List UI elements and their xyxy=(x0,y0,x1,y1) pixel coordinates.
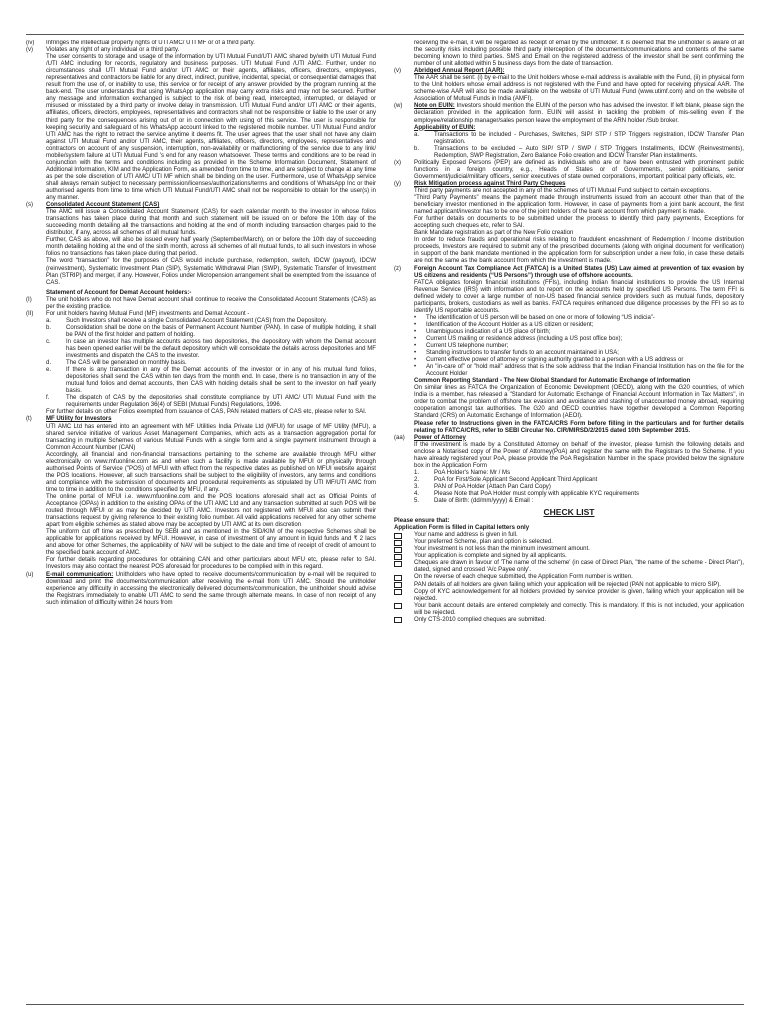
item-marker: 5. xyxy=(414,498,420,505)
checkbox[interactable] xyxy=(394,561,402,567)
item-marker: b. xyxy=(46,324,52,331)
whatsapp-terms-paragraph: The user consents to storage and usage of the information by UTI Mutual Fund/UTI AMC shared by/with UTI Mutual Fund /UTI AMC including for records, regulatory and business purposes. UTI Mutual Fund /UTI AMC. Further, under no circumstances shall UTI Mutual Fund and/or UTI AMC or their agents, affiliates, officers, directors, employees, representatives and contractors be liable for any direct, indirect, punitive, incidental, special, or consequential damages that result from the use of, or inability to use, this service or for receipt of any answer provided by the program running at the back-end. The user understands that using WhatsApp application may carry extra risks and may not be secured. Further any message and information exchanged is subject to the risk of being read, intercepted, interrupted, or delayed or misused or misstated by a third party or involve delay in transmission. UTI Mutual Fund and/or UTI AMC or their agents, affiliates, officers, directors, employees, representatives and contractors shall not be responsible or liable to the user or any third party for the consequences arising out of or in connection with using of this service. The user is responsible for keeping security and safeguard of his WhatsApp account linked to the registered mobile number. UTI Mutual Fund and/or UTI AMC has the right to retract the service anytime it deems fit. The user agrees that the user shall not have any claim against UTI Mutual Fund and/or UTI AMC, their agents, affiliates, officers, directors, employees, representatives and contractors on account of any suspension, interruption, non-availability or malfunctioning of the service due to any link/ mobile/system failure at UTI Mutual Fund 's end for any reason whatsoever. These terms and conditions are to be read in conjunction with the terms and conditions including as provided in the Scheme Information Document, Statement of Additional Information, KIM and the Application Form, as amended from time to time, and are subject to change at any time as per the sole discretion of UTI AMC/ UTI MF which shall be binding on the user. Furthermore, use of WhatsApp service shall always remain subject to necessary permission/licenses/authorizations/terms and conditions of WhatsApp Inc or their authorised agents from time to time which UTI Mutual Fund/UTI AMC shall not be responsible to obtain for the user(s) in any manner. xyxy=(46,54,376,202)
item-marker: 3. xyxy=(414,483,420,490)
checklist-item xyxy=(394,617,744,624)
list-item xyxy=(46,318,376,325)
section-title: E-mail communication: xyxy=(46,571,114,578)
section-marker: (x) xyxy=(394,159,402,166)
bullet-text: An "in-care of" or "hold mail" address that is the sole address that the Indian Financial Institution has on the file for the Account Holder xyxy=(426,364,744,378)
paragraph: The uniform cut off time as prescribed by SEBI and as mentioned in the SID/KIM of the respective Schemes shall be applicable for applications received by MFUI. However, in case of investment of any amount in liquid funds and ₹ 2 lacs and above for other Schemes, the applicability of NAV will be subject to the date and time of receipt of credit of amount to the specified bank account of AMC. xyxy=(46,529,376,557)
list-item xyxy=(46,339,376,360)
checklist-text: Copy of KYC acknowledgement for all holders provided by service provider is given, failing which your application will be rejected. xyxy=(414,588,744,602)
paragraph: The AMC will issue a Consolidated Account Statement (CAS) for each calendar month to the investor in whose folios transactions has taken place during that month and such statement will be issued on or before the 10th day of the succeeding month detailing all the transactions and holding at the end of month including transaction charges paid to the distributor, if any, across all schemes of all mutual funds. xyxy=(46,209,376,237)
paragraph: For further details on documents to be submitted under the process to identify third party payments, Exceptions for accepting such cheques etc, refer to SAI. xyxy=(414,216,744,230)
checkbox[interactable] xyxy=(394,554,402,560)
clause-v xyxy=(26,47,376,54)
paragraph: The word “transaction” for the purposes of CAS would include purchase, redemption, switch, IDCW (payout), IDCW (reinvestment), Systematic Investment Plan (SIP), Systematic Withdrawal Plan (SWP), Systematic Transfer of Investment Plan (STRIP) and merger, if any. However, Folios under Micropension arrangement shall be exempted from the issuance of CAS. xyxy=(46,258,376,286)
section-marker: (z) xyxy=(394,265,402,272)
section-marker: (w) xyxy=(394,103,403,110)
item-text: Consolidation shall be done on the basis of Permanent Account Number (PAN). In case of multiple holding, it shall be PAN of the first holder and pattern of holding. xyxy=(66,324,376,338)
section-marker: (u) xyxy=(26,571,34,578)
list-item xyxy=(414,491,744,498)
checkbox[interactable] xyxy=(394,540,402,546)
item-marker: b. xyxy=(414,145,420,152)
list-item xyxy=(46,395,376,409)
section-x xyxy=(394,125,744,160)
list-item xyxy=(414,132,744,146)
checklist-ensure: Please ensure that: xyxy=(394,518,450,525)
item-text: The CAS will be generated on monthly basis. xyxy=(66,360,187,367)
bullet-item: • Identification of the Account Holder as a US citizen or resident; xyxy=(414,322,744,329)
top-rule xyxy=(26,34,744,35)
bullet-text: Current US mailing or residence address (including a US post office box); xyxy=(426,335,623,342)
section-w xyxy=(394,103,744,124)
checkbox[interactable] xyxy=(394,533,402,539)
item-text: PoA Holder's Name: Mr / Ms xyxy=(434,469,511,476)
checklist-item xyxy=(394,589,744,603)
checklist-text: Your bank account details are entered completely and correctly. This is mandatory. If this is not included, your application will be rejected. xyxy=(414,602,744,616)
paragraph: Unitholders who have opted to receive documents/communication by e-mail will be required to download and print the documents/communication after receiving the e-mail from UTI AMC. Should the unitholder experience any difficulty in accessing the electronically delivered documents/communication, the unitholder should advise the Registrars immediately to enable UTI AMC to send the same through alternate means. In case of non receipt of any such intimation of difficulty within 24 hours from xyxy=(46,571,376,606)
checkbox[interactable] xyxy=(394,575,402,581)
item-marker: a. xyxy=(414,131,420,138)
bullet-item: • Current US telephone number; xyxy=(414,343,744,350)
bullet-item: • The identification of US person will be based on one or more of following “US indicia”- xyxy=(414,315,744,322)
item-marker: c. xyxy=(46,338,51,345)
checkbox[interactable] xyxy=(394,547,402,553)
list-item xyxy=(46,325,376,339)
bullet-text: Identification of the Account Holder as a US citizen or resident; xyxy=(426,321,594,328)
email-continuation-paragraph: receiving the e-mail, it will be regarded as receipt of email by the unitholder. It is deemed that the unitholder is aware of all the security risks including possible third party interception of the documents/communications and contents of the same becoming known to third parties. SMS and Email on the registered address of the investor shall be sent confirming the number of unit allotted within 5 business days from the date of transaction. xyxy=(414,40,744,68)
checkbox[interactable] xyxy=(394,589,402,595)
bullet-item: • Unambiguous indication of a US place of birth; xyxy=(414,329,744,336)
section-title: Consolidated Account Statement (CAS) xyxy=(46,202,160,209)
list-item xyxy=(414,484,744,491)
bullet-item: • Standing instructions to transfer funds to an account maintained in USA; xyxy=(414,350,744,357)
clause-marker: (iv) xyxy=(26,40,35,46)
left-column xyxy=(26,40,376,1000)
bullet-text: The identification of US person will be based on one or more of following “US indicia”- xyxy=(426,314,655,321)
checklist-item xyxy=(394,574,744,581)
section-title: Note on EUIN: xyxy=(414,103,455,110)
paragraph: For further details on other Folios exempted from issuance of CAS, PAN related matters of CAS etc, please refer to SAI. xyxy=(46,409,367,416)
bullet-item: • Current effective power of attorney or signing authority granted to a person with a US address or xyxy=(414,357,744,364)
section-marker: (v) xyxy=(394,68,402,75)
paragraph: The online portal of MFUI i.e. www.mfuonline.com and the POS locations aforesaid shall act as Official Points of Acceptance (OPAs) in addition to the existing OPAs of the UTI AMC Ltd and any transaction submitted at such POS will be routed through MFUI or as may be decided by UTI AMC. Investors not registered with MFUI also can submit their transactions request by giving reference to their existing folio number. All valid applications received for any other scheme apart from eligible schemes as stated above may be accepted by UTI AMC at its own discretion xyxy=(46,494,376,529)
section-u xyxy=(26,572,376,607)
list-item xyxy=(46,360,376,367)
item-text: Please Note that PoA Holder must comply with applicable KYC requirements xyxy=(434,491,640,497)
paragraph: The AAR shall be sent: (i) by e-mail to the Unit holders whose e-mail address is available with the Fund, (ii) in physical form to the Unit holders whose email address is not registered with the Fund and have opted for receiving physical AAR. The scheme-wise AAR will also be made available on the website of UTI Mutual Fund (www.utimf.com) and on the website of Association of Mutual Funds in India (AMFI). xyxy=(414,75,744,103)
section-title: Power of Attorney xyxy=(414,434,466,441)
item-text: PAN of PoA Holder (Attach Pan Card Copy) xyxy=(434,483,551,490)
checklist-text: Your name and address is given in full. xyxy=(414,532,518,539)
list-item xyxy=(46,367,376,395)
demat-sub-list xyxy=(46,318,376,410)
checklist-capital-note: Application Form is filled in Capital letters only xyxy=(394,525,530,532)
item-marker: f. xyxy=(46,395,50,402)
bullet-text: Standing instructions to transfer funds to an account maintained in USA; xyxy=(426,350,619,357)
section-marker: (aa) xyxy=(394,434,405,441)
list-item xyxy=(414,146,744,160)
checklist-item xyxy=(394,532,744,539)
section-title: MF Utility for Investors xyxy=(46,416,112,423)
clause-text: Violates any right of any individual or a third party. xyxy=(46,47,180,54)
checkbox[interactable] xyxy=(394,603,402,609)
item-text: If there is any transaction in any of the Demat accounts of the investor or in any of his mutual fund folios, depositories shall send the CAS within ten days from the month end. In case, there is no transaction in any of the mutual fund folios and demat accounts, then CAS with holding details shall be sent to the investor on half yearly basis. xyxy=(66,367,376,395)
section-t xyxy=(26,416,376,571)
list-item xyxy=(414,498,744,505)
bullet-item: • An "in-care of" or "hold mail" address that is the sole address that the Indian Financial Institution has on the file for the Account Holder xyxy=(414,364,744,378)
bullet-text: Unambiguous indication of a US place of birth; xyxy=(426,328,551,335)
list-item xyxy=(414,470,744,477)
checklist-text: Your application is complete and signed by all applicants. xyxy=(414,553,567,560)
item-marker: e. xyxy=(46,367,52,374)
list-item xyxy=(414,477,744,484)
clause-text: Infringes the intellectual property rights of UTI AMC/ UTI MF or of a third party. xyxy=(46,40,255,46)
paragraph: Politically Exposed Persons (PEP) are defined as individuals who are or have been entrusted with prominent public functions in a foreign country, e.g., Heads of States or of Governments, senior politicians, senior Government/judicial/military officers, senior executives of state owned corporations, important political party officials, etc. xyxy=(414,159,744,180)
item-text: PoA for First/Sole Applicant Second Applicant Third Applicant xyxy=(434,476,598,483)
subsection-title: Statement of Account for Demat Account holders:- xyxy=(46,289,192,296)
section-y xyxy=(394,181,744,266)
checklist-item xyxy=(394,553,744,560)
clause-marker: (v) xyxy=(26,47,34,54)
checklist-text: Your investment is not less than the minimum investment amount. xyxy=(414,546,590,553)
item-text: Date of Birth: (dd/mm/yyyy) & Email : xyxy=(434,498,534,505)
section-title: Risk Mitigation process against Third Party Cheques xyxy=(414,180,566,187)
checklist-text: On the reverse of each cheque submitted, the Application Form number is written. xyxy=(414,574,633,581)
paragraph: Bank Mandate registration as part of the New Folio creation xyxy=(414,230,574,237)
bottom-rule xyxy=(26,1004,744,1005)
checklist xyxy=(394,532,744,624)
paragraph: Accordingly, all financial and non-financial transactions pertaining to the scheme are available through MFU either electronically on www.mfuonline.com as and when such a facility is made available by MFUI or physically through authorised Points of Service ("POS) of MFUI with effect from the respective dates as published on MFUI website against the POS locations. However, all such transactions shall be subject to the eligibility of investors, any terms and conditions and compliance with the submission of documents and procedural requirements as stipulated by UTI MF/UTI AMC from time to time in addition to the conditions specified by MFU, if any. xyxy=(46,451,376,493)
section-z xyxy=(394,266,744,435)
item-text: In case an investor has multiple accounts across two depositories, the depository with whom the Demat account has been opened earlier will be the default depository which will consolidate the details across depositories and MF investments and dispatch the CAS to the investor. xyxy=(66,338,376,360)
checklist-item xyxy=(394,546,744,553)
item-marker: 2. xyxy=(414,476,420,483)
section-v xyxy=(394,68,744,103)
checklist-item xyxy=(394,603,744,617)
item-text: For unit holders having Mutual Fund (MF) investments and Demat Account - xyxy=(46,310,250,317)
checklist-text: Only CTS-2010 complied cheques are submitted. xyxy=(414,616,547,623)
item-text: Transactions to be included - Purchases, Switches, SIP/ STP / STP Triggers registration, IDCW Transfer Plan registration. xyxy=(434,131,744,145)
paragraph: In order to reduce frauds and operational risks relating to fraudulent encashment of Redemption / Income distribution proceeds, Investors are required to submit any of the prescribed documents (along with original document for verification) in support of the bank mandate mentioned in the application form for subscription under a new folio, in case these details are not the same as the bank account from which the investment is made. xyxy=(414,237,744,265)
item-marker: 4. xyxy=(414,491,420,497)
paragraph: Further, CAS as above, will also be issued every half yearly (September/March), on or before the 10th day of succeeding month detailing holding at the end of the sixth month, across all schemes of all mutual funds, to all such investors in whose folios no transactions has taken place during that period. xyxy=(46,237,376,258)
section-marker: (y) xyxy=(394,180,402,187)
checklist-text: Your preferred Scheme, plan and option is selected. xyxy=(414,539,553,546)
checklist-item xyxy=(394,539,744,546)
checklist-text: Cheques are drawn in favour of 'The name of the scheme' (in case of Direct Plan, "the name of the scheme - Direct Plan"), dated, signed and crossed 'A/c Payee only'. xyxy=(414,560,744,574)
paragraph: On similar lines as FATCA the Organization of Economic Development (OECD), along with the G20 countries, of which India is a member, has released a "Standard for Automatic Exchange of Financial Account Information in Tax Matters", in order to combat the problem of offshore tax evasion and avoidance and stashing of unaccounted money abroad, requiring cooperation amongst tax authorities. The G20 and OECD countries have together developed a Common Reporting Standard (CRS) on Automatic Exchange of Information (AEOI). xyxy=(414,385,744,420)
item-text: Transactions to be excluded – Auto SIP/ STP / SWP / STP Triggers Installments, IDCW (Reinvestments), Redemption, SWP Registration, Zero Balance Folio creation and IDCW Transfer Plan installments. xyxy=(434,145,744,159)
paragraph: Please refer to Instructions given in the FATCA/CRS Form before filling in the particulars and for further details relating to FATCA/CRS, refer to SEBI Circular No. CIR/MIRSD/2/2015 dated 10th September 2015. xyxy=(414,420,744,434)
checkbox[interactable] xyxy=(394,617,402,623)
paragraph: UTI AMC Ltd has entered into an agreement with MF Utilities India Private Ltd (MFUI) for usage of MF Utility (MFU), a shared service initiative of various Asset Management Companies, which acts as a transaction aggregation portal for transacting in multiple Schemes of various Mutual Funds with a single form and a single payment instrument through a Common Account Number (CAN) xyxy=(46,423,376,451)
subsection-title: Common Reporting Standard - The New Global Standard for Automatic Exchange of Information xyxy=(414,378,691,385)
checklist-title: CHECK LIST xyxy=(543,507,595,518)
paragraph: "Third Party Payments" means the payment made through instruments issued from an account other than that of the beneficiary investor mentioned in the application form. However, in case of payments from a joint bank account, the first named applicant/investor has to be one of the joint holders of the bank account from which payment is made. xyxy=(414,195,744,216)
section-aa xyxy=(394,435,744,505)
paragraph: Third party payments are not accepted in any of the schemes of UTI Mutual Fund subject to certain exceptions. xyxy=(414,187,712,194)
bullet-item: • Current US mailing or residence address (including a US post office box); xyxy=(414,336,744,343)
checklist-item xyxy=(394,582,744,589)
item-marker: (II) xyxy=(26,310,34,317)
section-title: Abridged Annual Report (AAR): xyxy=(414,68,505,75)
checklist-item xyxy=(394,560,744,574)
checklist-text: PAN details of all holders are given failing which your application will be rejected (PAN not applicable to micro SIP). xyxy=(414,581,721,588)
demat-item-I xyxy=(26,297,376,311)
bullet-text: Current effective power of attorney or signing authority granted to a person with a US address or xyxy=(426,357,684,364)
section-x-pep xyxy=(394,160,744,181)
checkbox[interactable] xyxy=(394,582,402,588)
paragraph: FATCA obligates foreign financial institutions (FFIs), including Indian financial institutions to provide the US Internal Revenue Service (IRS) with information and to report on the accounts held by specified US Persons. The term FFI is defined widely to cover a large number of non-US based financial service providers such as mutual funds, depository participants, brokers, custodians as well as banks. FATCA requires enhanced due diligence processes by the FFI so as to identify US reportable accounts. xyxy=(414,279,744,314)
demat-item-II xyxy=(26,311,376,318)
section-s xyxy=(26,202,376,297)
paragraph: For further details regarding procedures for obtaining CAN and other particulars about MFU etc, please refer to SAI. Investors may also contact the nearest POS aforesaid for procedures to be complied with in this regard. xyxy=(46,557,376,571)
clause-iv xyxy=(26,40,376,47)
item-marker: (I) xyxy=(26,296,32,303)
item-marker: d. xyxy=(46,360,52,367)
section-marker: (s) xyxy=(26,202,34,209)
section-title: Foreign Account Tax Compliance Act (FATCA) is a United States (US) Law aimed at prevention of tax evasion by US citizens and residents (“US Persons”) through use of offshore accounts. xyxy=(414,265,744,279)
paragraph: Investors should mention the EUIN of the person who has advised the investor. If left blank, please sign the declaration provided in the application form. EUIN will assist in tackling the problem of mis-selling even if the employee/relationship manager/sales person leave the employment of the ARN holder /Sub broker. xyxy=(414,103,744,124)
right-column xyxy=(394,40,744,1000)
section-title: Applicability of EUIN: xyxy=(414,124,476,131)
document-page xyxy=(26,40,744,1000)
item-marker: 1. xyxy=(414,469,420,476)
section-marker: (t) xyxy=(26,416,32,423)
bullet-text: Current US telephone number; xyxy=(426,343,509,350)
item-marker: a. xyxy=(46,317,52,324)
item-text: Such Investors shall receive a single Consolidated Account Statement (CAS) from the Depository. xyxy=(66,317,328,324)
paragraph: If the investment is made by a Constituted Attorney on behalf of the investor, please furnish the following details and enclose a Notarised copy of the Power of Attorney(PoA) and register the same with the Registrars to the Scheme. If you have already registered your PoA, please provide the PoA Registration Number in the space provided below the signature box in the Application Form xyxy=(414,441,744,469)
item-text: The dispatch of CAS by the depositories shall constitute compliance by UTI AMC/ UTI Mutual Fund with the requirements under Regulation 36(4) of SEBI (Mutual Funds) Regulations, 1996. xyxy=(66,395,376,409)
item-text: The unit holders who do not have Demat account shall continue to receive the Consolidated Account Statements (CAS) as per the existing practice. xyxy=(46,296,376,310)
